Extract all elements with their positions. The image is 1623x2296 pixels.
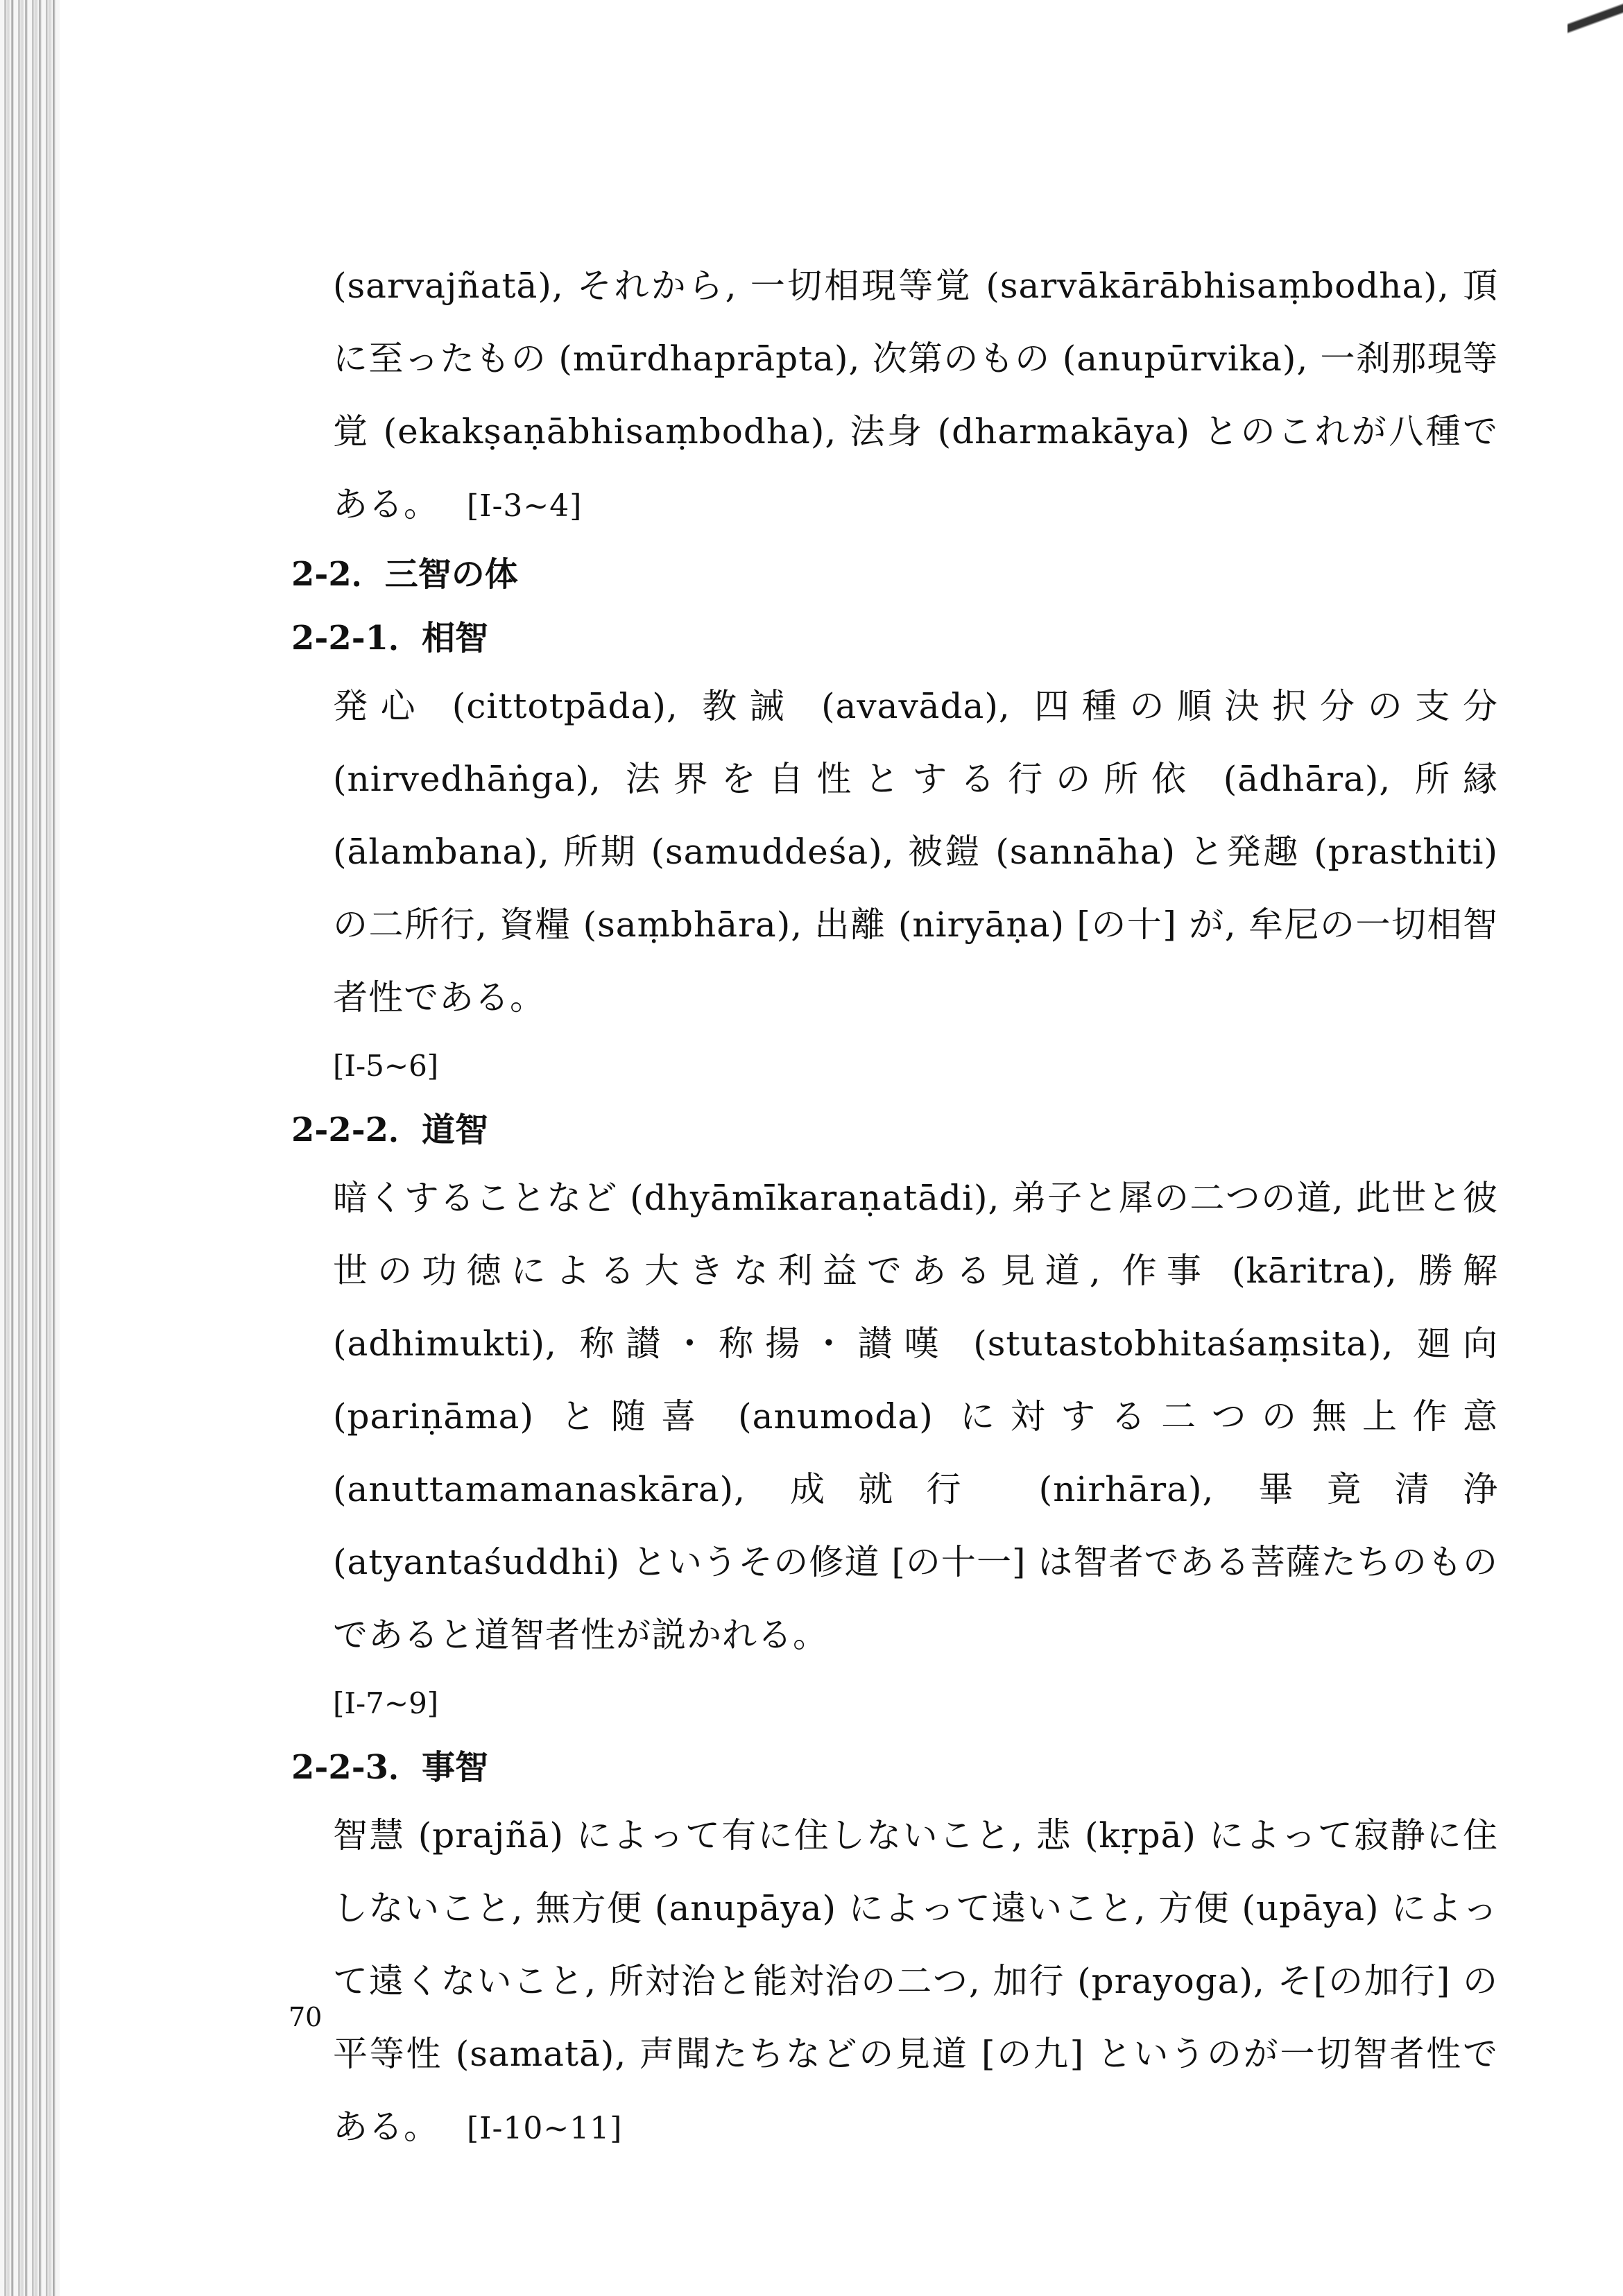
section-2-2-3-body [333,1799,1498,2165]
section-2-2-heading: 2-2．三智の体 [291,555,518,594]
section-2-2-1-heading: 2-2-1．相智 [291,619,489,658]
intro-paragraph [333,250,1498,542]
section-2-2-1-body: 発心 (cittotpāda), 教誡 (avavāda), 四種の順決択分の支分 (nirvedhāṅga), 法界を自性とする行の所依 (ādhāra), 所縁 (ālambana), 所期 (samuddeśa), 被鎧 (sannāha) と発趣 (prasthiti) の二所行, 資糧 (saṃbhāra), 出離 (niryāṇa) [の十] が, 牟尼の一切相智者性である。 [333,686,1498,1018]
binding-edge [0,0,60,2296]
section-2-2-2-body: 暗くすることなど (dhyāmīkaraṇatādi), 弟子と犀の二つの道, 此世と彼世の功徳による大きな利益である見道, 作事 (kāritra), 勝解 (adhimukti), 称讃・称揚・讃嘆 (stutastobhitaśaṃsita), 廻向 (pariṇāma) と随喜 (anumoda) に対する二つの無上作意 (anuttamamanaskāra), 成就行 (nirhāra), 畢竟清浄 (atyantaśuddhi) というその修道 [の十一] は智者である菩薩たちのものであると道智者性が説かれる。 [333,1178,1498,1655]
section-2-2-2-reference: [I-7~9] [333,1686,439,1720]
intro-reference: [I-3~4] [467,488,583,524]
page-number: 70 [289,2002,323,2032]
section-2-2-3-body-text: 智慧 (prajñā) によって有に住しないこと, 悲 (kṛpā) によって寂静に住しないこと, 無方便 (anupāya) によって遠いこと, 方便 (upāya) によって遠くないこと, 所対治と能対治の二つ, 加行 (prayoga), そ[の加行] の平等性 (samatā), 声聞たちなどの見道 [の九] というのが一切智者性である。 [333,1815,1498,2147]
section-2-2-2-heading: 2-2-2．道智 [291,1111,489,1149]
intro-paragraph-text: (sarvajñatā), それから, 一切相現等覚 (sarvākārābhisaṃbodha), 頂に至ったもの (mūrdhaprāpta), 次第のもの (anupūrvika), 一刹那現等覚 (ekakṣaṇābhisaṃbodha), 法身 (dharmakāya) とのこれが八種である。 [333,266,1498,524]
section-2-2-1-reference: [I-5~6] [333,1049,439,1083]
scan-corner-mark [1568,0,1623,35]
section-2-2-3-heading: 2-2-3．事智 [291,1748,489,1787]
section-2-2-3-reference: [I-10~11] [467,2111,623,2146]
